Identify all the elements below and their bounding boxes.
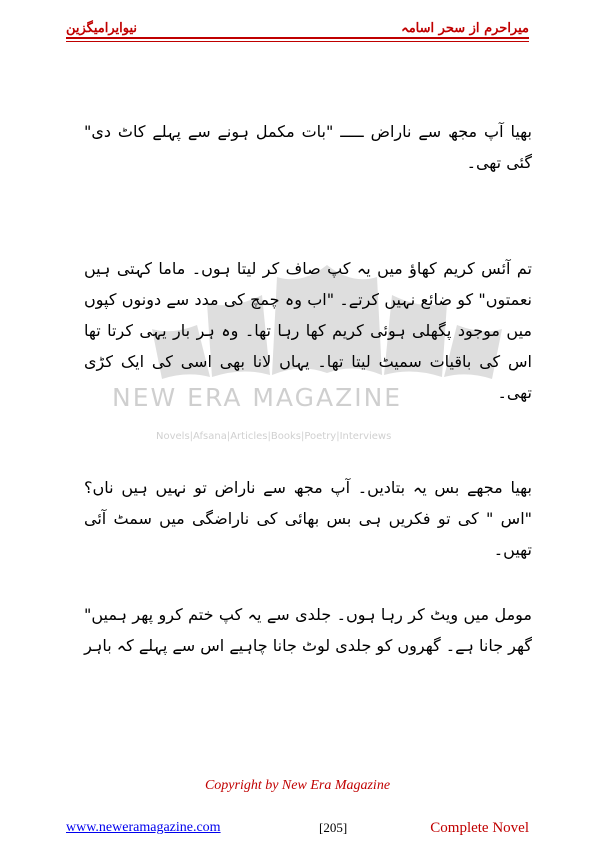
paragraph-3: بھیا مجھے بس یہ بتادیں۔ آپ مجھ سے ناراض تو نہیں ہیں ناں؟ "اس " کی تو فکریں ہی بس بھائی کی ناراضگی میں سمٹ آئی تھیں۔ (84, 478, 532, 559)
copyright-notice: Copyright by New Era Magazine (204, 778, 391, 793)
paragraph-1: بھیا آپ مجھ سے ناراض ـــــ "بات مکمل ہونے سے پہلے کاٹ دی" گئی تھی۔ (84, 122, 532, 172)
watermark-subtitle: Novels|Afsana|Articles|Books|Poetry|Interviews (156, 431, 392, 442)
watermark-title: NEW ERA MAGAZINE (112, 383, 403, 412)
page-header (66, 10, 529, 36)
header-rule-thin (66, 41, 529, 42)
magazine-name: نیوایرامیگزین (66, 21, 138, 36)
novel-label: Complete Novel (430, 820, 529, 836)
website-link[interactable]: www.neweramagazine.com (66, 820, 221, 835)
page-number: [205] (319, 820, 348, 835)
paragraph-2: تم آئس کریم کھاؤ میں یہ کپ صاف کر لیتا ہوں۔ ماما کہتی ہیں نعمتوں" کو ضائع نہیں کرتے۔ "اب وہ چمچ کی مدد سے دونوں کپوں میں موجود پگھلی ہوئی کریم کھا رہا تھا۔ وہ ہر بار یہی کرتا تھا اس کی باقیات سمیٹ لیتا تھا۔ یہاں لانا بھی اسی کی ایک کڑی تھی۔ (84, 259, 532, 402)
header-rule-thick (66, 37, 529, 39)
page-footer (66, 820, 529, 840)
novel-author-title: میراحرم از سحر اسامہ (401, 21, 529, 36)
paragraph-4: مومل میں ویٹ کر رہا ہوں۔ جلدی سے یہ کپ ختم کرو پھر ہمیں" گھر جانا ہے۔ گھروں کو جلدی لوٹ جانا چاہیے اس سے پہلے کہ باہر (84, 605, 532, 655)
